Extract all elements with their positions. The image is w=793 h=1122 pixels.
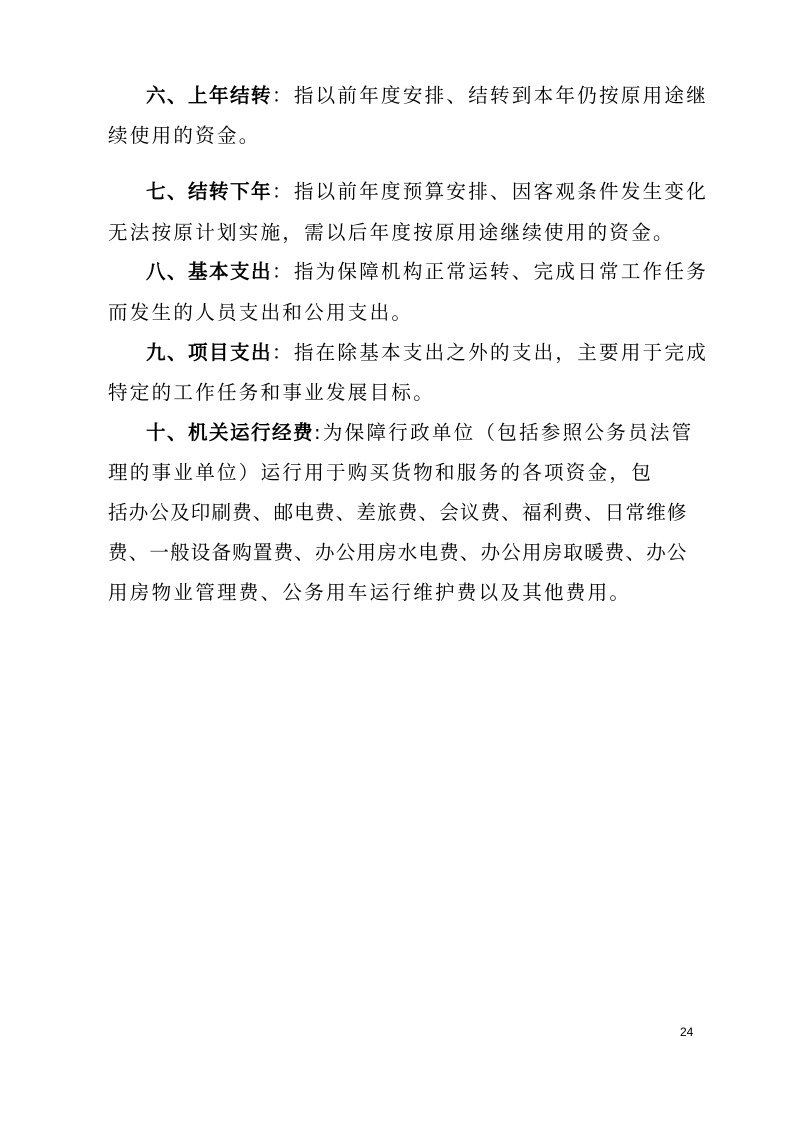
section-ten-line-2: 理的事业单位）运行用于购买货物和服务的各项资金，包 [108, 461, 654, 484]
section-eight-heading: 八、基本支出 [146, 260, 273, 283]
section-ten-line-1 [146, 421, 698, 445]
section-seven-line-2: 无法按原计划实施，需以后年度按原用途继续使用的资金。 [108, 221, 675, 244]
section-nine-line-1 [146, 341, 709, 365]
section-eight-line-2: 而发生的人员支出和公用支出。 [108, 301, 414, 324]
section-eight-text: ：指为保障机构正常运转、完成日常工作任务 [272, 260, 709, 283]
section-ten-line-4: 费、一般设备购置费、办公用房水电费、办公用房取暖费、办公 [108, 541, 688, 564]
section-six-line-2: 续使用的资金。 [108, 124, 261, 147]
section-seven-heading: 七、结转下年 [146, 180, 273, 203]
section-ten-line-5: 用房物业管理费、公务用车运行维护费以及其他费用。 [108, 581, 632, 604]
section-seven-text: ：指以前年度预算安排、因客观条件发生变化 [272, 180, 709, 203]
section-seven-line-1 [146, 180, 709, 204]
section-nine-heading: 九、项目支出 [146, 341, 273, 364]
section-six-heading: 六、上年结转 [146, 84, 273, 107]
page-number: 24 [680, 1025, 694, 1039]
section-six-text: ：指以前年度安排、结转到本年仍按原用途继 [272, 84, 709, 107]
section-nine-text: ：指在除基本支出之外的支出，主要用于完成 [272, 341, 709, 364]
section-eight-line-1 [146, 260, 709, 284]
section-six-line-1 [146, 84, 709, 108]
section-ten-line-3: 括办公及印刷费、邮电费、差旅费、会议费、福利费、日常维修 [108, 501, 688, 524]
section-ten-text: :为保障行政单位（包括参照公务员法管 [314, 421, 694, 444]
section-nine-line-2: 特定的工作任务和事业发展目标。 [108, 381, 436, 404]
section-ten-heading: 十、机关运行经费 [146, 421, 315, 444]
